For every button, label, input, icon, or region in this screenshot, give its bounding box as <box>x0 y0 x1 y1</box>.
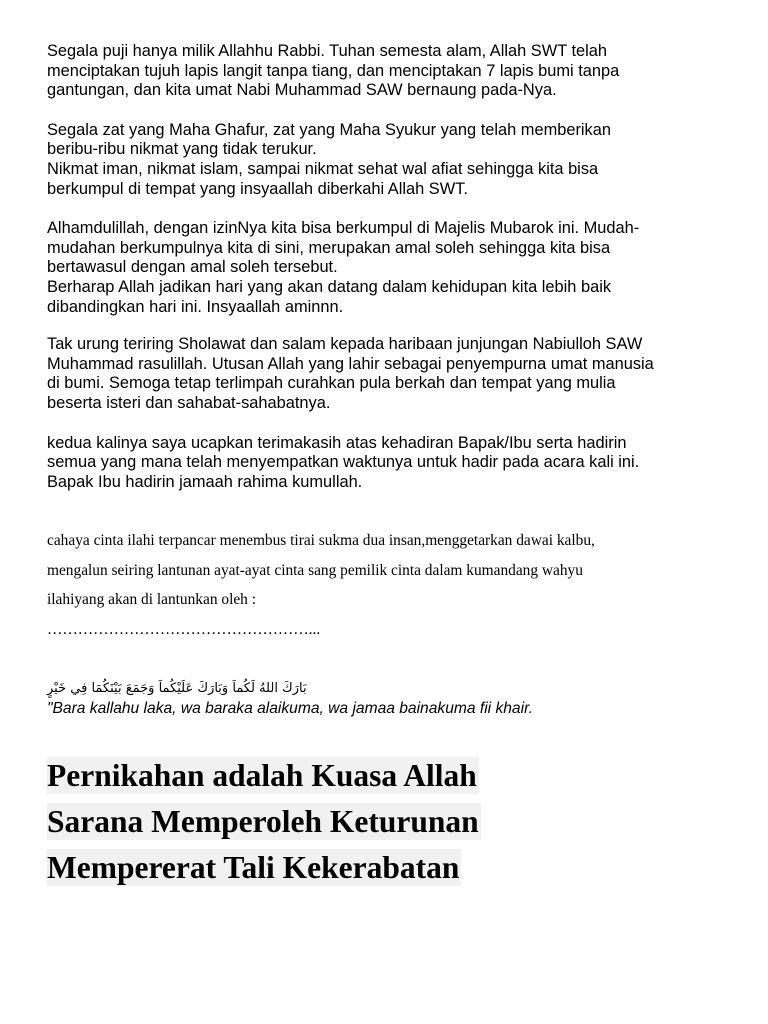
paragraph-poetic-intro <box>47 526 737 644</box>
text-line: kedua kalinya saya ucapkan terimakasih atas kehadiran Bapak/Ibu serta hadirin <box>47 433 627 452</box>
text-line: Tak urung teriring Sholawat dan salam kepada haribaan junjungan Nabiulloh SAW <box>47 335 643 354</box>
document-page <box>47 42 737 895</box>
text-line: mengalun seiring lantunan ayat-ayat cinta sang pemilik cinta dalam kumandang wahyu <box>47 561 583 579</box>
text-line: Nikmat iman, nikmat islam, sampai nikmat sehat wal afiat sehingga kita bisa <box>47 159 599 178</box>
text-line: Segala zat yang Maha Ghafur, zat yang Maha Syukur yang telah memberikan <box>47 120 611 139</box>
text-line: dibandingkan hari ini. Insyaallah aminnn. <box>47 297 344 316</box>
text-line: beserta isteri dan sahabat-sahabatnya. <box>47 393 331 412</box>
dotted-fill-line: ……………………………………………... <box>47 620 321 638</box>
text-line: mudahan berkumpulnya kita di sini, merupakan amal soleh sehingga kita bisa <box>47 238 611 257</box>
heading-marriage-power: Pernikahan adalah Kuasa Allah <box>47 758 477 794</box>
arabic-prayer: بَارَكَ اللهُ لَكُماَ وَبَارَكَ عَلَيْكُماَ وَجَمَعَ بَيْنَكُمَا فِي خَيْرٍ <box>47 681 307 697</box>
text-line: menciptakan tujuh lapis langit tanpa tiang, dan menciptakan 7 lapis bumi tanpa <box>47 61 620 80</box>
paragraph-thanks <box>47 434 737 493</box>
paragraph-opening-praise <box>47 42 737 101</box>
text-line: Muhammad rasulillah. Utusan Allah yang lahir sebagai penyempurna umat manusia <box>47 354 654 373</box>
text-line: Segala puji hanya milik Allahhu Rabbi. Tuhan semesta alam, Allah SWT telah <box>47 42 608 60</box>
paragraph-sholawat <box>47 335 737 413</box>
headings-block <box>47 757 737 895</box>
heading-kinship: Mempererat Tali Kekerabatan <box>47 850 460 886</box>
text-line: di bumi. Semoga tetap terlimpah curahkan pula berkah dan tempat yang mulia <box>47 374 616 393</box>
paragraph-blessings <box>47 121 737 199</box>
text-line: Alhamdulillah, dengan izinNya kita bisa berkumpul di Majelis Mubarok ini. Mudah- <box>47 219 640 238</box>
text-line: beribu-ribu nikmat yang tidak terukur. <box>47 140 317 159</box>
text-line: Bapak Ibu hadirin jamaah rahima kumullah. <box>47 472 363 491</box>
prayer-transliteration: "Bara kallahu laka, wa baraka alaikuma, wa jamaa bainakuma fii khair. <box>47 700 534 718</box>
heading-offspring: Sarana Memperoleh Keturunan <box>47 804 479 840</box>
text-line: bertawasul dengan amal soleh tersebut. <box>47 258 338 277</box>
text-line: Berharap Allah jadikan hari yang akan datang dalam kehidupan kita lebih baik <box>47 277 612 296</box>
text-line: ilahiyang akan di lantunkan oleh : <box>47 591 256 609</box>
text-line: semua yang mana telah menyempatkan waktunya untuk hadir pada acara kali ini. <box>47 453 640 472</box>
text-line: cahaya cinta ilahi terpancar menembus tirai sukma dua insan,menggetarkan dawai kalbu, <box>47 532 595 550</box>
text-line: gantungan, dan kita umat Nabi Muhammad SAW bernaung pada-Nya. <box>47 81 557 100</box>
text-line: berkumpul di tempat yang insyaallah diberkahi Allah SWT. <box>47 179 468 198</box>
paragraph-gratitude <box>47 219 737 317</box>
